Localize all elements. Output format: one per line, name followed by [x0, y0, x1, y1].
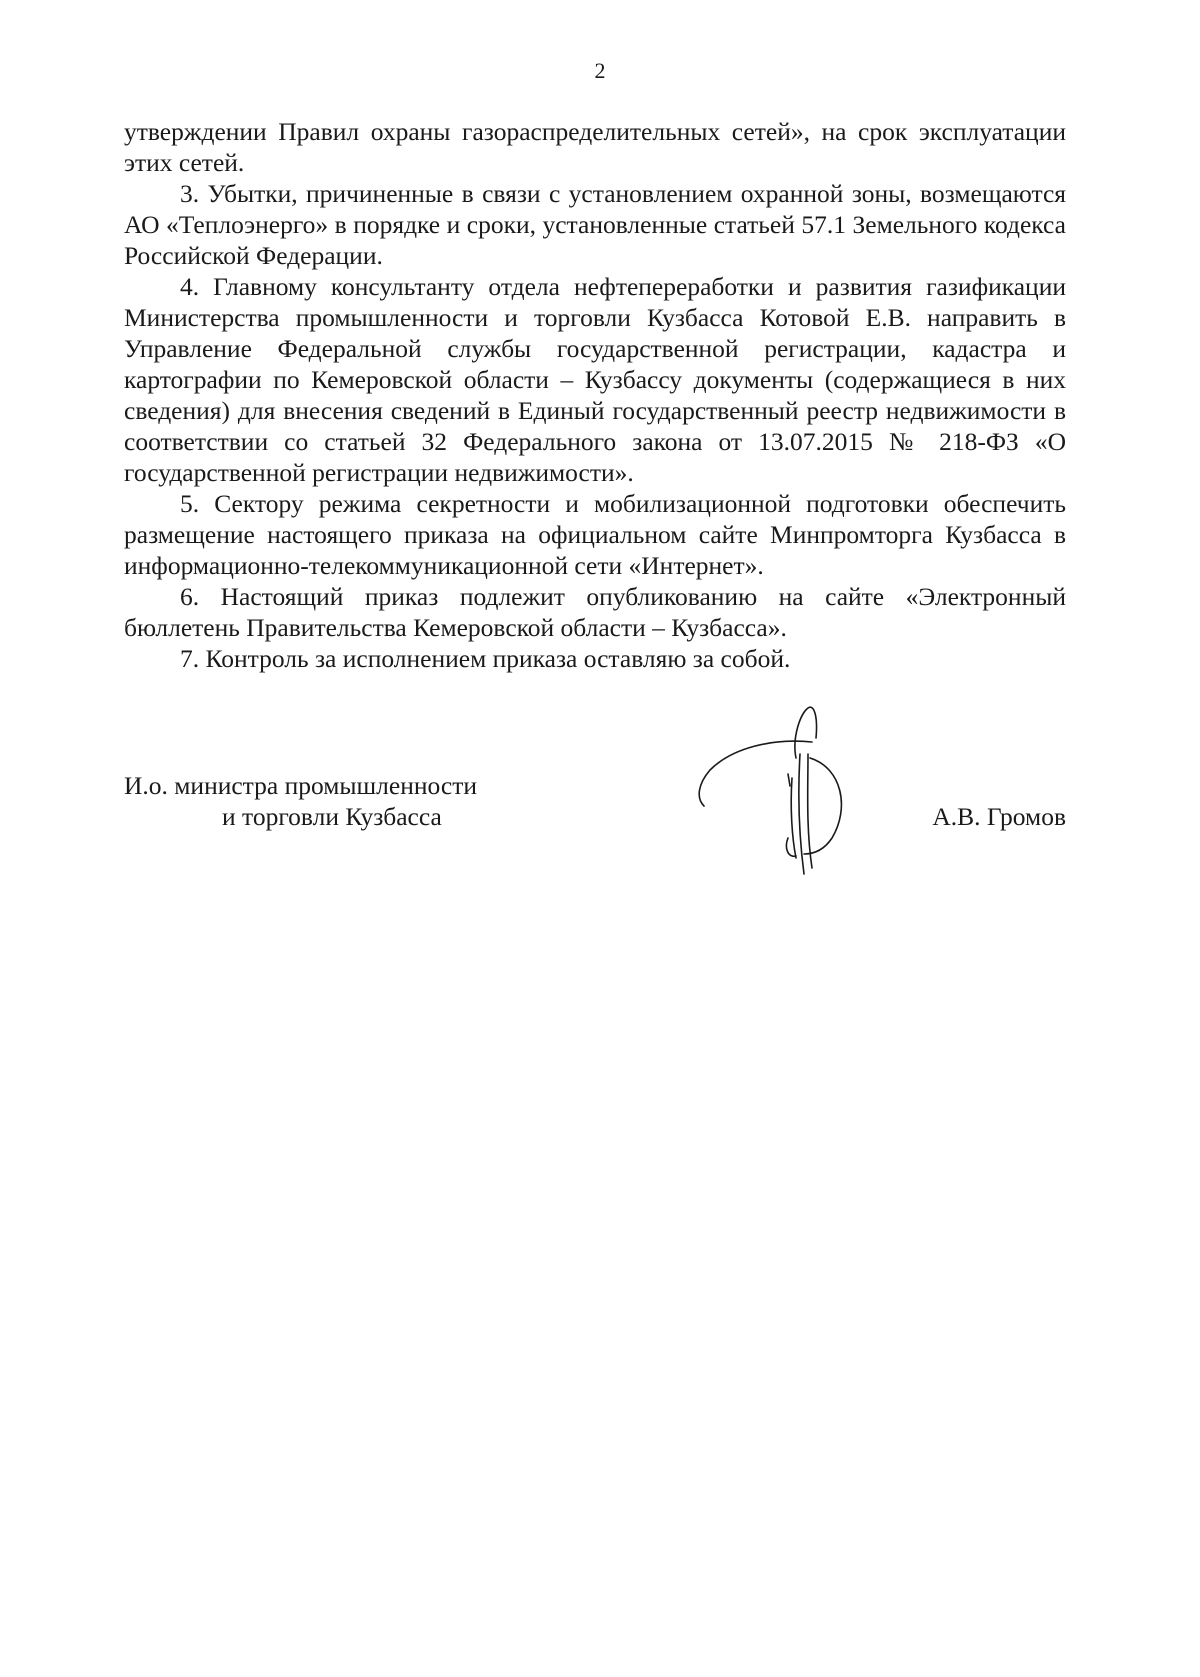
- signer-title-line1: И.о. министра промышленности: [124, 771, 477, 800]
- page-number: 2: [594, 58, 606, 83]
- signer-name: А.В. Громов: [932, 802, 1066, 831]
- paragraph-item-7: 7. Контроль за исполнением приказа оставляю за собой.: [180, 644, 791, 673]
- paragraph-item-5: 5. Сектору режима секретности и мобилизационной подготовки обеспечить размещение настоящего приказа на официальном сайте Минпромторга Кузбасса в информационно-телекоммуникационной сети «Интернет».: [124, 489, 1066, 580]
- paragraph-continuation: утверждении Правил охраны газораспределительных сетей», на срок эксплуатации этих сетей.: [124, 117, 1066, 177]
- document-body: [124, 116, 1066, 674]
- handwritten-signature: [692, 698, 872, 888]
- signer-title-line2: и торговли Кузбасса: [222, 802, 442, 831]
- paragraph-item-3: 3. Убытки, причиненные в связи с установлением охранной зоны, возмещаются АО «Теплоэнерго» в порядке и сроки, установленные статьей 57.1 Земельного кодекса Российской Федерации.: [124, 179, 1066, 270]
- paragraph-item-6: 6. Настоящий приказ подлежит опубликованию на сайте «Электронный бюллетень Правительства Кемеровской области – Кузбасса».: [124, 582, 1066, 642]
- signature-block: [124, 770, 1066, 920]
- paragraph-item-4: 4. Главному консультанту отдела нефтепереработки и развития газификации Министерства промышленности и торговли Кузбасса Котовой Е.В. направить в Управление Федеральной службы государственной регистрации, кадастра и картографии по Кемеровской области – Кузбассу документы (содержащиеся в них сведения) для внесения сведений в Единый государственный реестр недвижимости в соответствии со статьей 32 Федерального закона от 13.07.2015 № 218-ФЗ «О государственной регистрации недвижимости».: [124, 272, 1066, 487]
- signer-title: [124, 770, 477, 832]
